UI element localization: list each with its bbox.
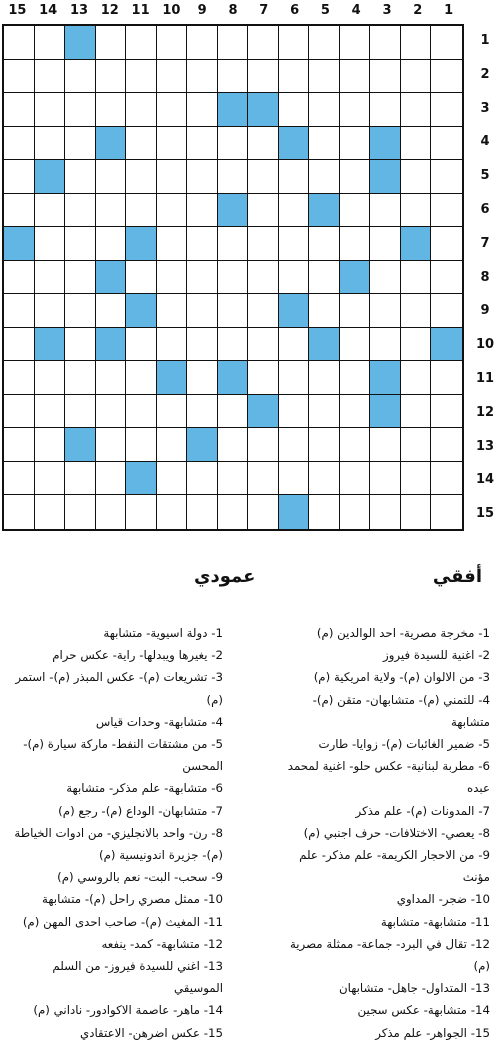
blocked-cell <box>65 26 96 60</box>
grid-cell[interactable] <box>35 428 66 462</box>
row-number: 4 <box>480 134 490 150</box>
blocked-cell <box>218 194 249 228</box>
grid-cell[interactable] <box>401 60 432 94</box>
blocked-cell <box>218 93 249 127</box>
grid-cell[interactable] <box>157 294 188 328</box>
across-clue: 9- من الاحجار الكريمة- علم مذكر- علم مؤنث <box>299 848 490 885</box>
across-clues-list <box>280 622 490 1044</box>
row-number: 15 <box>475 506 495 522</box>
column-number: 15 <box>8 3 27 18</box>
grid-cell[interactable] <box>65 328 96 362</box>
across-clue: 6- مطربة لبنانية- عكس حلو- اغنية لمحمد <box>287 759 490 774</box>
down-clue: 11- المغيث (م)- صاحب احدى المهن (م) <box>22 914 223 929</box>
grid-cell[interactable] <box>340 328 371 362</box>
down-title: عمودي <box>194 566 256 587</box>
grid-cell[interactable] <box>187 227 218 261</box>
grid-cell[interactable] <box>35 361 66 395</box>
grid-cell[interactable] <box>4 462 35 496</box>
grid-cell[interactable] <box>431 60 462 94</box>
row-number: 9 <box>480 303 490 319</box>
grid-cell[interactable] <box>4 395 35 429</box>
across-clue: عبده <box>467 781 490 796</box>
down-clue: 13- اغني للسيدة فيروز- من السلم الموسيقي <box>52 959 223 996</box>
grid-cell[interactable] <box>431 294 462 328</box>
across-clue: 13- المتداول- جاهل- متشابهان <box>338 981 490 996</box>
grid-cell[interactable] <box>157 261 188 295</box>
down-clue: 7- متشابهان- الوداع (م)- رجع (م) <box>58 803 223 818</box>
grid-cell[interactable] <box>4 93 35 127</box>
down-clue: 12- متشابهة- كمد- ينفعه <box>101 936 223 951</box>
across-clue: 4- للتمني (م)- متشابهان- متقن (م)- متشابهة <box>312 692 490 729</box>
grid-cell[interactable] <box>4 428 35 462</box>
blocked-cell <box>35 160 66 194</box>
grid-cell[interactable] <box>279 462 310 496</box>
grid-cell[interactable] <box>187 395 218 429</box>
grid-cell[interactable] <box>431 127 462 161</box>
grid-cell[interactable] <box>309 428 340 462</box>
down-clue: 9- سحب- البت- نعم بالروسي (م) <box>57 870 223 885</box>
grid-cell[interactable] <box>218 160 249 194</box>
down-clue: 6- متشابهة- علم مذكر- متشابهة <box>66 781 223 796</box>
across-title: أفقي <box>432 566 482 587</box>
row-number: 6 <box>480 202 490 217</box>
grid-cell[interactable] <box>96 160 127 194</box>
column-number: 1 <box>444 3 454 18</box>
grid-cell[interactable] <box>431 428 462 462</box>
grid-cell[interactable] <box>35 127 66 161</box>
across-clue: 3- من الالوان (م)- ولاية امريكية (م) <box>313 670 490 685</box>
grid-cell[interactable] <box>35 194 66 228</box>
blocked-cell <box>126 227 157 261</box>
grid-cell[interactable] <box>187 160 218 194</box>
grid-cell[interactable] <box>248 428 279 462</box>
grid-cell[interactable] <box>340 361 371 395</box>
grid-cell[interactable] <box>96 60 127 94</box>
grid-cell[interactable] <box>340 462 371 496</box>
grid-cell[interactable] <box>4 328 35 362</box>
grid-cell[interactable] <box>218 294 249 328</box>
grid-cell[interactable] <box>157 194 188 228</box>
grid-cell[interactable] <box>340 194 371 228</box>
grid-cell[interactable] <box>370 294 401 328</box>
grid-cell[interactable] <box>4 294 35 328</box>
blocked-cell <box>96 328 127 362</box>
column-number: 10 <box>162 3 181 18</box>
grid-cell[interactable] <box>340 395 371 429</box>
grid-cell[interactable] <box>431 395 462 429</box>
grid-cell[interactable] <box>279 194 310 228</box>
grid-cell[interactable] <box>187 495 218 529</box>
column-number: 2 <box>413 3 423 18</box>
grid-cell[interactable] <box>157 328 188 362</box>
blocked-cell <box>279 495 310 529</box>
grid-cell[interactable] <box>248 160 279 194</box>
column-number: 5 <box>320 3 330 18</box>
grid-cell[interactable] <box>126 495 157 529</box>
grid-cell[interactable] <box>279 227 310 261</box>
grid-cell[interactable] <box>126 261 157 295</box>
down-clue: 14- ماهر- عاصمة الاكوادور- ناداني (م) <box>33 1003 223 1018</box>
across-clue: 12- تقال في البرد- جماعة- ممثلة مصرية (م) <box>289 936 490 974</box>
grid-cell[interactable] <box>248 194 279 228</box>
row-number: 8 <box>480 269 490 285</box>
grid-cell[interactable] <box>431 93 462 127</box>
grid-cell[interactable] <box>248 495 279 529</box>
grid-cell[interactable] <box>218 462 249 496</box>
blocked-cell <box>401 227 432 261</box>
across-clue: 8- يعصي- الاختلافات- حرف اجنبي (م) <box>303 825 490 840</box>
grid-cell[interactable] <box>431 160 462 194</box>
grid-cell[interactable] <box>340 495 371 529</box>
down-clue: 1- دولة اسيوية- متشابهة <box>103 626 223 640</box>
column-number: 4 <box>351 3 361 18</box>
grid-cell[interactable] <box>35 93 66 127</box>
column-number: 13 <box>69 3 89 18</box>
blocked-cell <box>4 227 35 261</box>
grid-cell[interactable] <box>187 328 218 362</box>
grid-cell[interactable] <box>126 361 157 395</box>
grid-cell[interactable] <box>218 395 249 429</box>
grid-cell[interactable] <box>4 60 35 94</box>
grid-cell[interactable] <box>370 462 401 496</box>
grid-cell[interactable] <box>401 462 432 496</box>
blocked-cell <box>35 328 66 362</box>
grid-cell[interactable] <box>218 127 249 161</box>
across-clue: 11- متشابهة- متشابهة <box>380 914 490 929</box>
grid-cell[interactable] <box>65 495 96 529</box>
row-number: 11 <box>475 371 495 386</box>
grid-cell[interactable] <box>218 26 249 60</box>
grid-cell[interactable] <box>340 127 371 161</box>
grid-cell[interactable] <box>187 294 218 328</box>
grid-cell[interactable] <box>96 395 127 429</box>
grid-cell[interactable] <box>157 462 188 496</box>
down-clue: 4- متشابهة- وحدات قياس <box>95 714 223 729</box>
grid-cell[interactable] <box>4 160 35 194</box>
grid-cell[interactable] <box>309 127 340 161</box>
grid-cell[interactable] <box>370 26 401 60</box>
grid-cell[interactable] <box>279 60 310 94</box>
grid-cell[interactable] <box>126 60 157 94</box>
blocked-cell <box>96 261 127 295</box>
grid-cell[interactable] <box>35 462 66 496</box>
grid-cell[interactable] <box>279 395 310 429</box>
down-clue: 8- رن- واحد بالانجليزي- من ادوات الخياطة <box>14 825 223 840</box>
column-number: 12 <box>100 3 119 18</box>
grid-cell[interactable] <box>65 127 96 161</box>
row-number: 1 <box>480 33 490 48</box>
grid-cell[interactable] <box>218 227 249 261</box>
grid-cell[interactable] <box>126 93 157 127</box>
grid-cell[interactable] <box>187 60 218 94</box>
grid-cell[interactable] <box>279 26 310 60</box>
grid-cell[interactable] <box>370 60 401 94</box>
grid-cell[interactable] <box>65 194 96 228</box>
grid-cell[interactable] <box>96 294 127 328</box>
grid-cell[interactable] <box>96 227 127 261</box>
grid-cell[interactable] <box>65 361 96 395</box>
blocked-cell <box>370 361 401 395</box>
grid-cell[interactable] <box>279 328 310 362</box>
down-clue: 3- تشريعات (م)- عكس المبذر (م)- استمر (م) <box>15 670 223 707</box>
grid-cell[interactable] <box>218 328 249 362</box>
grid-cell[interactable] <box>96 428 127 462</box>
blocked-cell <box>126 462 157 496</box>
grid-cell[interactable] <box>431 462 462 496</box>
grid-cell[interactable] <box>35 227 66 261</box>
grid-cell[interactable] <box>309 395 340 429</box>
grid-cell[interactable] <box>157 26 188 60</box>
grid-cell[interactable] <box>309 261 340 295</box>
grid-cell[interactable] <box>248 328 279 362</box>
grid-cell[interactable] <box>187 26 218 60</box>
grid-cell[interactable] <box>187 194 218 228</box>
row-number: 7 <box>480 235 490 251</box>
grid-cell[interactable] <box>431 227 462 261</box>
crossword-grid <box>2 24 464 531</box>
grid-cell[interactable] <box>157 60 188 94</box>
across-clue: 10- ضجر- المداوي <box>396 892 490 907</box>
grid-cell[interactable] <box>96 93 127 127</box>
grid-cell[interactable] <box>248 294 279 328</box>
blocked-cell <box>126 294 157 328</box>
grid-cell[interactable] <box>340 227 371 261</box>
column-number: 7 <box>259 3 269 18</box>
row-number: 13 <box>475 438 495 454</box>
grid-cell[interactable] <box>340 294 371 328</box>
blocked-cell <box>370 160 401 194</box>
column-number: 3 <box>382 3 392 18</box>
grid-cell[interactable] <box>370 261 401 295</box>
grid-cell[interactable] <box>4 261 35 295</box>
grid-cell[interactable] <box>340 60 371 94</box>
grid-cell[interactable] <box>35 26 66 60</box>
grid-cell[interactable] <box>65 261 96 295</box>
grid-cell[interactable] <box>187 93 218 127</box>
grid-cell[interactable] <box>431 495 462 529</box>
grid-cell[interactable] <box>126 127 157 161</box>
grid-cell[interactable] <box>4 495 35 529</box>
blocked-cell <box>248 93 279 127</box>
blocked-cell <box>157 361 188 395</box>
grid-cell[interactable] <box>4 194 35 228</box>
blocked-cell <box>309 328 340 362</box>
grid-cell[interactable] <box>401 160 432 194</box>
blocked-cell <box>279 294 310 328</box>
grid-cell[interactable] <box>309 462 340 496</box>
column-number: 6 <box>290 3 300 18</box>
grid-cell[interactable] <box>157 428 188 462</box>
grid-cell[interactable] <box>218 60 249 94</box>
row-number: 2 <box>480 66 490 82</box>
grid-cell[interactable] <box>248 227 279 261</box>
grid-cell[interactable] <box>340 428 371 462</box>
grid-cell[interactable] <box>157 160 188 194</box>
row-number: 3 <box>480 100 490 116</box>
grid-cell[interactable] <box>279 261 310 295</box>
grid-cell[interactable] <box>187 127 218 161</box>
grid-cell[interactable] <box>340 26 371 60</box>
column-number: 11 <box>131 3 150 18</box>
grid-cell[interactable] <box>309 227 340 261</box>
grid-cell[interactable] <box>309 93 340 127</box>
grid-cell[interactable] <box>401 194 432 228</box>
grid-cell[interactable] <box>157 495 188 529</box>
grid-cell[interactable] <box>309 294 340 328</box>
grid-cell[interactable] <box>248 60 279 94</box>
grid-cell[interactable] <box>126 26 157 60</box>
grid-cell[interactable] <box>401 26 432 60</box>
grid-cell[interactable] <box>401 395 432 429</box>
grid-cell[interactable] <box>65 160 96 194</box>
grid-cell[interactable] <box>309 160 340 194</box>
grid-cell[interactable] <box>248 26 279 60</box>
grid-cell[interactable] <box>35 294 66 328</box>
grid-cell[interactable] <box>4 361 35 395</box>
grid-cell[interactable] <box>157 93 188 127</box>
grid-cell[interactable] <box>401 294 432 328</box>
across-clue: 14- متشابهة- عكس سجين <box>357 1003 490 1018</box>
grid-cell[interactable] <box>370 495 401 529</box>
row-number: 14 <box>475 472 495 488</box>
grid-cell[interactable] <box>65 294 96 328</box>
across-clue: 7- المدونات (م)- علم مذكر <box>355 803 490 818</box>
grid-cell[interactable] <box>4 127 35 161</box>
down-clue: 5- من مشتقات النفط- ماركة سيارة (م)- المحسن <box>23 737 223 774</box>
blocked-cell <box>65 428 96 462</box>
grid-cell[interactable] <box>248 462 279 496</box>
grid-cell[interactable] <box>126 160 157 194</box>
column-number: 8 <box>228 3 238 18</box>
grid-cell[interactable] <box>401 261 432 295</box>
across-clue: 15- الجواهر- علم مذكر <box>375 1025 490 1040</box>
grid-cell[interactable] <box>401 328 432 362</box>
grid-cell[interactable] <box>126 395 157 429</box>
grid-cell[interactable] <box>401 93 432 127</box>
grid-cell[interactable] <box>187 361 218 395</box>
blocked-cell <box>218 361 249 395</box>
grid-cell[interactable] <box>65 60 96 94</box>
grid-cell[interactable] <box>157 127 188 161</box>
grid-cell[interactable] <box>370 428 401 462</box>
grid-cell[interactable] <box>431 194 462 228</box>
grid-cell[interactable] <box>157 395 188 429</box>
grid-cell[interactable] <box>370 328 401 362</box>
grid-cell[interactable] <box>401 495 432 529</box>
grid-cell[interactable] <box>370 93 401 127</box>
blocked-cell <box>309 194 340 228</box>
column-number: 9 <box>197 3 207 18</box>
grid-cell[interactable] <box>96 462 127 496</box>
blocked-cell <box>279 127 310 161</box>
grid-cell[interactable] <box>248 261 279 295</box>
grid-cell[interactable] <box>35 60 66 94</box>
grid-cell[interactable] <box>65 395 96 429</box>
grid-cell[interactable] <box>187 462 218 496</box>
grid-cell[interactable] <box>309 26 340 60</box>
grid-cell[interactable] <box>157 227 188 261</box>
blocked-cell <box>340 261 371 295</box>
down-clue: 15- عكس اضرهن- الاعتقادي <box>79 1025 223 1040</box>
grid-cell[interactable] <box>309 495 340 529</box>
grid-cell[interactable] <box>279 160 310 194</box>
blocked-cell <box>96 127 127 161</box>
grid-cell[interactable] <box>35 395 66 429</box>
grid-cell[interactable] <box>309 60 340 94</box>
grid-cell[interactable] <box>96 361 127 395</box>
down-clue: 10- ممثل مصري راحل (م)- متشابهة <box>42 892 223 907</box>
grid-cell[interactable] <box>431 361 462 395</box>
blocked-cell <box>370 395 401 429</box>
grid-cell[interactable] <box>126 328 157 362</box>
across-clue: 1- مخرجة مصرية- احد الوالدين (م) <box>316 626 490 640</box>
grid-cell[interactable] <box>96 26 127 60</box>
blocked-cell <box>370 127 401 161</box>
grid-cell[interactable] <box>65 462 96 496</box>
grid-cell[interactable] <box>65 93 96 127</box>
across-clue: 5- ضمير الغائبات (م)- زوايا- طارت <box>318 737 490 752</box>
grid-cell[interactable] <box>431 261 462 295</box>
grid-cell[interactable] <box>4 26 35 60</box>
grid-cell[interactable] <box>126 428 157 462</box>
across-clue: 2- اغنية للسيدة فيروز <box>383 648 490 663</box>
grid-cell[interactable] <box>340 93 371 127</box>
row-number: 12 <box>475 404 495 420</box>
down-clue: 2- يغيرها ويبدلها- راية- عكس حرام <box>52 648 223 663</box>
down-clue: (م)- جزيرة اندونيسية (م) <box>99 848 223 863</box>
grid-cell[interactable] <box>96 194 127 228</box>
grid-cell[interactable] <box>279 361 310 395</box>
grid-cell[interactable] <box>96 495 127 529</box>
grid-cell[interactable] <box>340 160 371 194</box>
grid-cell[interactable] <box>401 361 432 395</box>
row-number: 10 <box>475 337 495 353</box>
grid-cell[interactable] <box>218 495 249 529</box>
grid-cell[interactable] <box>401 428 432 462</box>
grid-cell[interactable] <box>370 194 401 228</box>
grid-cell[interactable] <box>218 428 249 462</box>
grid-cell[interactable] <box>370 227 401 261</box>
grid-cell[interactable] <box>248 361 279 395</box>
grid-cell[interactable] <box>65 227 96 261</box>
grid-cell[interactable] <box>401 127 432 161</box>
row-number: 5 <box>480 168 490 184</box>
grid-cell[interactable] <box>279 428 310 462</box>
grid-cell[interactable] <box>218 261 249 295</box>
grid-cell[interactable] <box>279 93 310 127</box>
grid-cell[interactable] <box>309 361 340 395</box>
grid-cell[interactable] <box>248 127 279 161</box>
down-clues-list <box>3 622 223 1044</box>
blocked-cell <box>187 428 218 462</box>
grid-cell[interactable] <box>35 495 66 529</box>
blocked-cell <box>431 328 462 362</box>
grid-cell[interactable] <box>187 261 218 295</box>
column-number: 14 <box>39 3 58 18</box>
grid-cell[interactable] <box>35 261 66 295</box>
grid-cell[interactable] <box>431 26 462 60</box>
blocked-cell <box>248 395 279 429</box>
grid-cell[interactable] <box>126 194 157 228</box>
